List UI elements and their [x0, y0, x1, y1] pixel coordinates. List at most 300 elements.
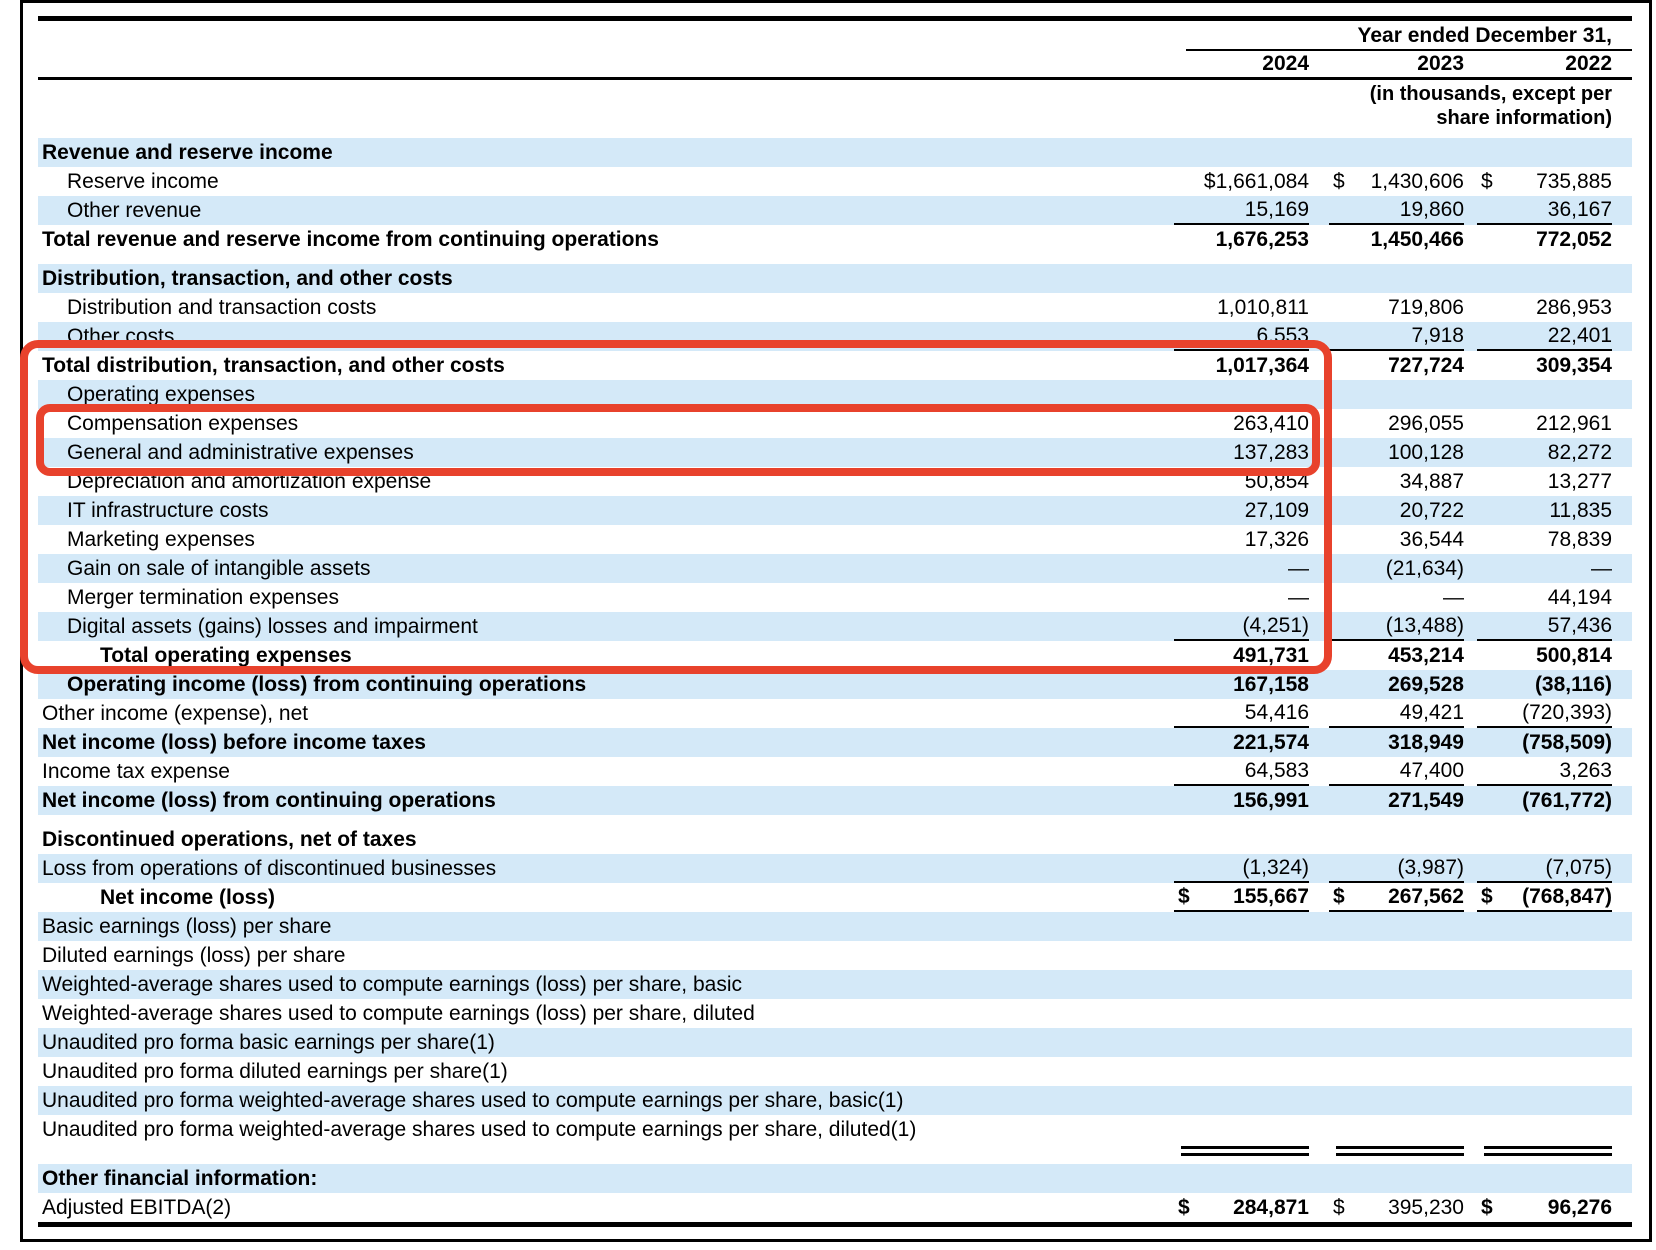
value-2022 — [1477, 167, 1612, 196]
table-row — [38, 1028, 1632, 1057]
column-gap — [1464, 583, 1477, 612]
value-text: 54,416 — [1244, 700, 1309, 724]
value-2024 — [1174, 322, 1309, 351]
table-row — [38, 225, 1632, 254]
column-gap — [1309, 1164, 1329, 1193]
value-2022 — [1477, 699, 1612, 728]
table-row — [38, 757, 1632, 786]
row-label: Merger termination expenses — [67, 585, 339, 609]
row-label: IT infrastructure costs — [67, 498, 269, 522]
value-2023 — [1329, 941, 1464, 970]
value-2022 — [1477, 1057, 1612, 1086]
year-column-header-2024: 2024 — [1262, 52, 1309, 75]
double-rule — [1336, 1146, 1464, 1156]
row-label: Reserve income — [67, 169, 219, 193]
value-text: 7,918 — [1411, 323, 1464, 347]
value-2023 — [1329, 322, 1464, 351]
right-padding — [1612, 51, 1632, 77]
value-2022 — [1477, 999, 1612, 1028]
value-text: (758,509) — [1522, 730, 1612, 754]
right-padding — [1612, 583, 1632, 612]
row-label: Other revenue — [67, 198, 202, 222]
value-text: 1,676,253 — [1215, 227, 1309, 251]
row-label: Compensation expenses — [67, 411, 299, 435]
column-gap — [1309, 264, 1329, 293]
value-2022 — [1477, 1115, 1612, 1144]
column-gap — [1464, 322, 1477, 351]
value-text: 309,354 — [1536, 353, 1612, 377]
value-2022 — [1477, 496, 1612, 525]
value-text: 296,055 — [1388, 411, 1464, 435]
value-text: 1,430,606 — [1370, 169, 1464, 193]
dollar-sign: $ — [1333, 1195, 1345, 1219]
value-text: 453,214 — [1388, 643, 1464, 667]
row-label: Net income (loss) before income taxes — [42, 730, 426, 754]
value-2023 — [1329, 641, 1464, 670]
value-2022 — [1477, 883, 1612, 912]
table-row — [38, 496, 1632, 525]
year-column-header-2022: 2022 — [1565, 52, 1612, 75]
column-gap — [1309, 467, 1329, 496]
value-text: 64,583 — [1244, 758, 1309, 782]
column-gap — [1464, 438, 1477, 467]
value-text: 19,860 — [1399, 197, 1464, 221]
column-gap — [1309, 380, 1329, 409]
value-2022 — [1477, 1193, 1612, 1222]
value-2022 — [1477, 786, 1612, 815]
right-padding — [1612, 1115, 1632, 1144]
dollar-sign: $ — [1178, 1195, 1190, 1219]
value-2024 — [1174, 554, 1309, 583]
financial-table — [38, 0, 1632, 1227]
value-2023 — [1329, 728, 1464, 757]
row-label: Operating expenses — [67, 382, 255, 406]
table-body — [38, 138, 1632, 1222]
value-text: 500,814 — [1536, 643, 1612, 667]
value-text: 284,871 — [1233, 1195, 1309, 1219]
value-text: 772,052 — [1536, 227, 1612, 251]
units-note-line1: (in thousands, except per — [1369, 83, 1612, 105]
right-padding — [1612, 138, 1632, 167]
table-row — [38, 786, 1632, 815]
right-padding — [1612, 1164, 1632, 1193]
value-text: 318,949 — [1388, 730, 1464, 754]
value-2023 — [1329, 1193, 1464, 1222]
column-gap — [1464, 351, 1477, 380]
column-gap — [1464, 167, 1477, 196]
value-text: (761,772) — [1522, 788, 1612, 812]
column-gap — [1309, 825, 1329, 854]
value-2023 — [1329, 409, 1464, 438]
value-2024 — [1174, 293, 1309, 322]
value-2023 — [1329, 1086, 1464, 1115]
table-row — [38, 699, 1632, 728]
value-2023 — [1329, 912, 1464, 941]
value-text: 100,128 — [1388, 440, 1464, 464]
dollar-sign: $ — [1333, 169, 1345, 193]
row-label: Other financial information: — [42, 1166, 318, 1190]
value-2022 — [1477, 1164, 1612, 1193]
value-2022 — [1477, 1028, 1612, 1057]
row-label: Unaudited pro forma basic earnings per share(1) — [42, 1030, 495, 1054]
year-column-header-2023: 2023 — [1417, 52, 1464, 75]
table-row — [38, 970, 1632, 999]
value-2024 — [1174, 728, 1309, 757]
column-gap — [1464, 467, 1477, 496]
table-row — [38, 1086, 1632, 1115]
value-2023 — [1329, 293, 1464, 322]
column-gap — [1464, 670, 1477, 699]
column-gap — [1464, 1164, 1477, 1193]
value-2024 — [1174, 167, 1309, 196]
value-text: 17,326 — [1244, 527, 1309, 551]
value-2022 — [1477, 264, 1612, 293]
value-2023 — [1329, 525, 1464, 554]
column-gap — [1464, 1193, 1477, 1222]
table-row — [38, 264, 1632, 293]
row-label: Other income (expense), net — [42, 701, 309, 725]
column-gap — [1464, 225, 1477, 254]
column-gap — [1309, 757, 1329, 786]
column-gap — [1464, 1057, 1477, 1086]
right-padding — [1612, 912, 1632, 941]
value-2022 — [1477, 554, 1612, 583]
value-2022 — [1477, 351, 1612, 380]
value-text: (7,075) — [1545, 855, 1612, 879]
value-2024 — [1174, 351, 1309, 380]
column-gap — [1309, 970, 1329, 999]
table-row — [38, 941, 1632, 970]
value-2024 — [1174, 641, 1309, 670]
value-2023 — [1329, 1057, 1464, 1086]
table-row — [38, 1057, 1632, 1086]
value-2024 — [1174, 1028, 1309, 1057]
value-text: (21,634) — [1385, 556, 1464, 580]
column-gap — [1464, 1028, 1477, 1057]
column-gap — [1464, 1115, 1477, 1144]
column-gap — [1309, 196, 1329, 225]
right-padding — [1612, 786, 1632, 815]
value-2023 — [1329, 351, 1464, 380]
value-2022 — [1477, 225, 1612, 254]
table-row — [38, 670, 1632, 699]
value-2022 — [1477, 293, 1612, 322]
row-label: Distribution, transaction, and other costs — [42, 266, 453, 290]
column-gap — [1309, 51, 1329, 77]
value-text: 719,806 — [1388, 295, 1464, 319]
right-padding — [1612, 1057, 1632, 1086]
value-2024 — [1174, 757, 1309, 786]
column-gap — [1309, 583, 1329, 612]
value-text: 50,854 — [1244, 469, 1309, 493]
column-gap — [1309, 1057, 1329, 1086]
value-2022 — [1477, 825, 1612, 854]
value-2023 — [1329, 854, 1464, 883]
table-row — [38, 467, 1632, 496]
value-text: — — [1288, 585, 1309, 609]
table-row — [38, 854, 1632, 883]
right-padding — [1612, 1144, 1632, 1158]
value-2024 — [1174, 670, 1309, 699]
value-text: 735,885 — [1536, 169, 1612, 193]
value-2023 — [1329, 970, 1464, 999]
value-2022 — [1477, 138, 1612, 167]
value-2024 — [1174, 438, 1309, 467]
value-2022 — [1477, 380, 1612, 409]
value-2022 — [1477, 525, 1612, 554]
value-2022 — [1477, 438, 1612, 467]
column-gap — [1309, 525, 1329, 554]
row-label: Unaudited pro forma weighted-average shares used to compute earnings per share, diluted(1) — [42, 1117, 917, 1141]
value-2023 — [1329, 196, 1464, 225]
table-row — [38, 554, 1632, 583]
value-2023 — [1329, 167, 1464, 196]
value-2023 — [1329, 380, 1464, 409]
value-2024 — [1174, 912, 1309, 941]
row-label: Weighted-average shares used to compute earnings (loss) per share, diluted — [42, 1001, 755, 1025]
column-gap — [1309, 351, 1329, 380]
column-gap — [1464, 728, 1477, 757]
value-2024 — [1174, 467, 1309, 496]
value-2023 — [1329, 699, 1464, 728]
value-text: 1,450,466 — [1370, 227, 1464, 251]
column-gap — [1309, 554, 1329, 583]
value-2022 — [1477, 322, 1612, 351]
value-2023 — [1329, 1115, 1464, 1144]
value-2023 — [1329, 612, 1464, 641]
value-2023 — [1329, 467, 1464, 496]
right-padding — [1612, 641, 1632, 670]
row-label: Gain on sale of intangible assets — [67, 556, 371, 580]
value-2024 — [1174, 1057, 1309, 1086]
row-label: Depreciation and amortization expense — [67, 469, 432, 493]
row-label: Total revenue and reserve income from continuing operations — [42, 227, 659, 251]
value-2022 — [1477, 670, 1612, 699]
row-label: Digital assets (gains) losses and impairment — [67, 614, 478, 638]
table-row — [38, 999, 1632, 1028]
value-text: (4,251) — [1242, 613, 1309, 637]
double-rule-cell-2024 — [1174, 1144, 1309, 1158]
column-gap — [1464, 941, 1477, 970]
value-text: 13,277 — [1547, 469, 1612, 493]
units-note — [38, 82, 1632, 130]
value-text: 263,410 — [1233, 411, 1309, 435]
value-2023 — [1329, 496, 1464, 525]
value-text: (13,488) — [1385, 613, 1464, 637]
table-row — [38, 196, 1632, 225]
row-label: Weighted-average shares used to compute earnings (loss) per share, basic — [42, 972, 742, 996]
right-padding — [1612, 699, 1632, 728]
column-gap — [1309, 322, 1329, 351]
right-padding — [1612, 1086, 1632, 1115]
value-2022 — [1477, 583, 1612, 612]
value-text: 20,722 — [1399, 498, 1464, 522]
row-label: Revenue and reserve income — [42, 140, 333, 164]
value-text: 6,553 — [1256, 323, 1309, 347]
value-text: 22,401 — [1547, 323, 1612, 347]
row-label: Income tax expense — [42, 759, 230, 783]
table-row — [38, 138, 1632, 167]
dollar-sign: $ — [1481, 1195, 1493, 1219]
value-2022 — [1477, 941, 1612, 970]
value-2023 — [1329, 554, 1464, 583]
value-text: 34,887 — [1399, 469, 1464, 493]
table-row — [38, 1193, 1632, 1222]
value-text: 44,194 — [1547, 585, 1612, 609]
right-padding — [1612, 970, 1632, 999]
double-rule — [1181, 1146, 1309, 1156]
value-text: (720,393) — [1522, 700, 1612, 724]
row-label: Discontinued operations, net of taxes — [42, 827, 417, 851]
table-row — [38, 883, 1632, 912]
value-text: 27,109 — [1244, 498, 1309, 522]
value-2023 — [1329, 225, 1464, 254]
value-text: 78,839 — [1547, 527, 1612, 551]
value-2024 — [1174, 380, 1309, 409]
column-gap — [1464, 496, 1477, 525]
value-2024 — [1174, 941, 1309, 970]
value-text: — — [1443, 585, 1464, 609]
column-gap — [1309, 496, 1329, 525]
row-label: Net income (loss) from continuing operations — [42, 788, 496, 812]
value-2024 — [1174, 1193, 1309, 1222]
period-label: Year ended December 31, — [1186, 21, 1632, 51]
value-2022 — [1477, 757, 1612, 786]
value-2023 — [1329, 438, 1464, 467]
dollar-sign: $ — [1333, 884, 1345, 908]
value-2023 — [1329, 999, 1464, 1028]
column-gap — [1309, 883, 1329, 912]
double-rule-row — [38, 1144, 1632, 1158]
table-row — [38, 351, 1632, 380]
value-text: (3,987) — [1397, 855, 1464, 879]
right-padding — [1612, 883, 1632, 912]
value-text: (38,116) — [1534, 672, 1612, 696]
value-text: 47,400 — [1399, 758, 1464, 782]
column-gap — [1464, 641, 1477, 670]
value-2022 — [1477, 641, 1612, 670]
column-gap — [1309, 999, 1329, 1028]
column-gap — [1309, 1086, 1329, 1115]
right-padding — [1612, 941, 1632, 970]
value-text: (768,847) — [1522, 884, 1612, 908]
column-gap — [1464, 51, 1477, 77]
value-2023 — [1329, 670, 1464, 699]
value-2023 — [1329, 1028, 1464, 1057]
value-text: 286,953 — [1536, 295, 1612, 319]
value-2024 — [1174, 970, 1309, 999]
column-gap — [1464, 409, 1477, 438]
value-text: $1,661,084 — [1203, 169, 1309, 193]
value-text: 395,230 — [1388, 1195, 1464, 1219]
value-2023 — [1329, 825, 1464, 854]
value-text: 167,158 — [1233, 672, 1309, 696]
column-gap — [1464, 380, 1477, 409]
value-2023 — [1329, 264, 1464, 293]
value-text: 3,263 — [1559, 758, 1612, 782]
value-2024 — [1174, 854, 1309, 883]
value-2022 — [1477, 728, 1612, 757]
value-text: 212,961 — [1536, 411, 1612, 435]
row-label: Unaudited pro forma diluted earnings per share(1) — [42, 1059, 508, 1083]
table-row — [38, 525, 1632, 554]
value-2024 — [1174, 138, 1309, 167]
column-gap — [1309, 1144, 1329, 1158]
value-2022 — [1477, 467, 1612, 496]
value-2023 — [1329, 1164, 1464, 1193]
right-padding — [1612, 496, 1632, 525]
right-padding — [1612, 525, 1632, 554]
value-text: 15,169 — [1244, 197, 1309, 221]
right-padding — [1612, 225, 1632, 254]
table-row — [38, 322, 1632, 351]
row-label: Loss from operations of discontinued businesses — [42, 856, 497, 880]
double-rule — [1484, 1146, 1612, 1156]
table-row — [38, 380, 1632, 409]
value-2024 — [1174, 786, 1309, 815]
right-padding — [1612, 467, 1632, 496]
column-gap — [1309, 941, 1329, 970]
value-text: 267,562 — [1388, 884, 1464, 908]
value-2024 — [1174, 409, 1309, 438]
column-gap — [1309, 641, 1329, 670]
value-2022 — [1477, 196, 1612, 225]
row-label: Adjusted EBITDA(2) — [42, 1195, 232, 1219]
value-2022 — [1477, 612, 1612, 641]
row-label: Marketing expenses — [67, 527, 255, 551]
value-2024 — [1174, 264, 1309, 293]
right-padding — [1612, 293, 1632, 322]
right-padding — [1612, 167, 1632, 196]
table-row — [38, 825, 1632, 854]
value-2022 — [1477, 1086, 1612, 1115]
table-row — [38, 728, 1632, 757]
column-gap — [1464, 264, 1477, 293]
row-label: Net income (loss) — [100, 885, 276, 909]
value-2022 — [1477, 912, 1612, 941]
row-label: Basic earnings (loss) per share — [42, 914, 332, 938]
double-rule-cell-2022 — [1477, 1144, 1612, 1158]
value-2024 — [1174, 1115, 1309, 1144]
header-spacer — [38, 130, 1632, 138]
right-padding — [1612, 351, 1632, 380]
right-padding — [1612, 728, 1632, 757]
value-2024 — [1174, 196, 1309, 225]
column-gap — [1309, 293, 1329, 322]
table-row — [38, 641, 1632, 670]
table-row — [38, 438, 1632, 467]
double-rule-cell-2023 — [1329, 1144, 1464, 1158]
right-padding — [1612, 409, 1632, 438]
dollar-sign: $ — [1178, 884, 1190, 908]
column-gap — [1309, 699, 1329, 728]
column-gap — [1309, 1193, 1329, 1222]
right-padding — [1612, 854, 1632, 883]
value-2023 — [1329, 583, 1464, 612]
row-label: Total operating expenses — [100, 643, 352, 667]
value-text: 727,724 — [1388, 353, 1464, 377]
column-gap — [1309, 225, 1329, 254]
value-text: — — [1591, 556, 1612, 580]
value-2023 — [1329, 786, 1464, 815]
right-padding — [1612, 438, 1632, 467]
table-row — [38, 409, 1632, 438]
table-row — [38, 1164, 1632, 1193]
column-gap — [1464, 912, 1477, 941]
column-gap — [1309, 786, 1329, 815]
table-row — [38, 293, 1632, 322]
value-text: 155,667 — [1233, 884, 1309, 908]
